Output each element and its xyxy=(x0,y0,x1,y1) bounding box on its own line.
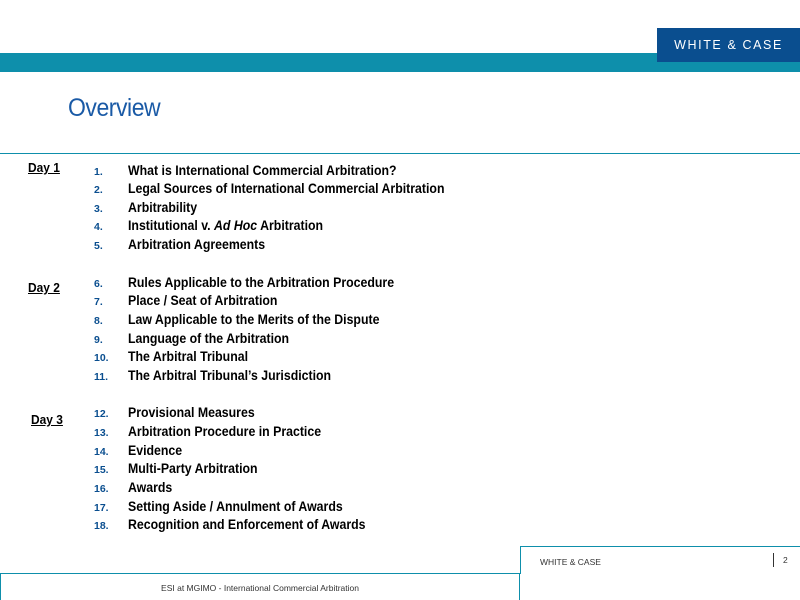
day-1-label: Day 1 xyxy=(28,160,60,175)
topic-text: Evidence xyxy=(128,443,183,458)
topic-number: 3. xyxy=(94,203,103,215)
topic-item-11 xyxy=(94,368,349,386)
topic-item-7 xyxy=(94,293,290,311)
topic-text: What is International Commercial Arbitration? xyxy=(128,163,397,178)
topic-text: Language of the Arbitration xyxy=(128,331,290,346)
topic-item-9 xyxy=(94,331,303,349)
topic-item-14 xyxy=(94,443,187,461)
topic-text: Recognition and Enforcement of Awards xyxy=(128,517,366,532)
topic-item-17 xyxy=(94,499,361,517)
topic-item-4 xyxy=(94,218,340,236)
footer-brand: WHITE & CASE xyxy=(540,557,601,567)
topic-item-1 xyxy=(94,163,420,181)
logo-text: WHITE & CASE xyxy=(674,38,783,52)
topic-text: Setting Aside / Annulment of Awards xyxy=(128,499,343,514)
title-divider xyxy=(0,153,800,154)
topic-item-18 xyxy=(94,517,386,535)
white-case-logo xyxy=(657,28,800,62)
day-2-label: Day 2 xyxy=(28,280,60,295)
footer-course-title: ESI at MGIMO - International Commercial Arbitration xyxy=(161,583,359,593)
topic-number: 16. xyxy=(94,483,109,495)
topic-item-12 xyxy=(94,405,266,423)
slide-title: Overview xyxy=(68,94,161,122)
topic-number: 13. xyxy=(94,427,109,439)
topic-number: 17. xyxy=(94,502,109,514)
topic-number: 11. xyxy=(94,371,109,383)
footer-separator xyxy=(773,553,774,567)
topic-number: 14. xyxy=(94,446,109,458)
topic-number: 4. xyxy=(94,221,103,233)
topic-number: 10. xyxy=(94,352,109,364)
topic-text xyxy=(128,218,323,233)
topic-text: Multi-Party Arbitration xyxy=(128,461,258,476)
topic-item-13 xyxy=(94,424,338,442)
topic-text: The Arbitral Tribunal’s Jurisdiction xyxy=(128,368,332,383)
topic-item-2 xyxy=(94,181,472,199)
topic-item-6 xyxy=(94,275,417,293)
topic-item-10 xyxy=(94,349,258,367)
topic-item-5 xyxy=(94,237,277,255)
topic-text: Place / Seat of Arbitration xyxy=(128,293,278,308)
topic-text: Arbitrability xyxy=(128,200,198,215)
topic-number: 12. xyxy=(94,408,109,420)
topic-text: Provisional Measures xyxy=(128,405,255,420)
topic-text: Awards xyxy=(128,480,173,495)
topic-number: 1. xyxy=(94,166,103,178)
topic-number: 6. xyxy=(94,278,103,290)
topic-text: The Arbitral Tribunal xyxy=(128,349,249,364)
topic-text: Arbitration Agreements xyxy=(128,237,266,252)
topic-text-after: Arbitration xyxy=(257,218,324,233)
topic-item-3 xyxy=(94,200,203,218)
topic-text: Arbitration Procedure in Practice xyxy=(128,424,322,439)
topic-text: Legal Sources of International Commercial Arbitration xyxy=(128,181,445,196)
topic-item-16 xyxy=(94,480,176,498)
topic-number: 8. xyxy=(94,315,103,327)
topic-text-italic: Ad Hoc xyxy=(214,218,258,233)
topic-number: 18. xyxy=(94,520,109,532)
day-3-label: Day 3 xyxy=(31,412,63,427)
topic-number: 9. xyxy=(94,334,103,346)
topic-number: 15. xyxy=(94,464,109,476)
topic-number: 2. xyxy=(94,184,103,196)
topic-item-8 xyxy=(94,312,401,330)
topic-number: 5. xyxy=(94,240,103,252)
topic-text: Rules Applicable to the Arbitration Procedure xyxy=(128,275,395,290)
topic-number: 7. xyxy=(94,296,103,308)
topic-text: Law Applicable to the Merits of the Dispute xyxy=(128,312,380,327)
page-number: 2 xyxy=(783,555,788,565)
topic-text-before: Institutional v. xyxy=(128,218,215,233)
topic-item-15 xyxy=(94,461,269,479)
